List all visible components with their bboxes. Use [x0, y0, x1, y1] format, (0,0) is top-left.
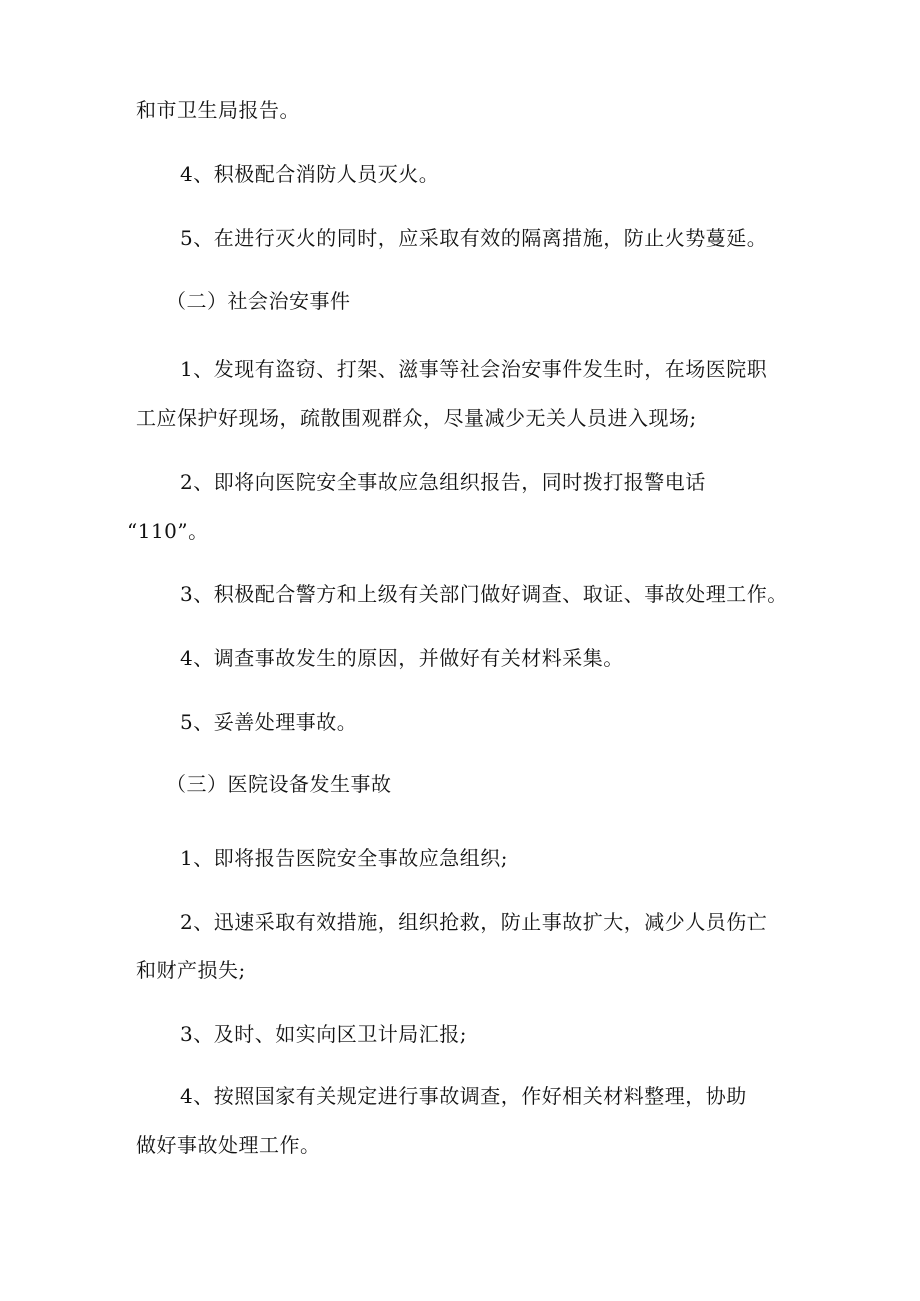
- list-item-equipment-1: 1、即将报告医院安全事故应急组织;: [180, 846, 508, 870]
- section-heading-equipment-accident: （三）医院设备发生事故: [166, 772, 392, 796]
- list-item-security-5: 5、妥善处理事故。: [180, 710, 358, 734]
- list-item-equipment-3: 3、及时、如实向区卫计局汇报;: [180, 1022, 467, 1046]
- text-line-continuation: “110”。: [127, 519, 209, 543]
- list-item-security-4: 4、调查事故发生的原因，并做好有关材料采集。: [180, 646, 624, 670]
- list-item-equipment-2: 2、迅速采取有效措施，组织抢救，防止事故扩大，减少人员伤亡: [180, 910, 768, 934]
- list-item-security-2: 2、即将向医院安全事故应急组织报告，同时拨打报警电话: [180, 470, 706, 494]
- section-heading-public-security: （二）社会治安事件: [166, 289, 351, 313]
- list-item-fire-5: 5、在进行灭火的同时，应采取有效的隔离措施，防止火势蔓延。: [180, 226, 768, 250]
- text-line-continuation: 做好事故处理工作。: [136, 1133, 321, 1157]
- list-item-fire-4: 4、积极配合消防人员灭火。: [180, 162, 440, 186]
- list-item-security-1: 1、发现有盗窃、打架、滋事等社会治安事件发生时，在场医院职: [180, 357, 768, 381]
- list-item-equipment-4: 4、按照国家有关规定进行事故调查，作好相关材料整理，协助: [180, 1084, 747, 1108]
- text-line-continuation: 工应保护好现场，疏散围观群众，尽量减少无关人员进入现场;: [136, 406, 697, 430]
- list-item-security-3: 3、积极配合警方和上级有关部门做好调查、取证、事故处理工作。: [180, 582, 788, 606]
- text-line: 和市卫生局报告。: [136, 98, 300, 122]
- text-line-continuation: 和财产损失;: [136, 958, 246, 982]
